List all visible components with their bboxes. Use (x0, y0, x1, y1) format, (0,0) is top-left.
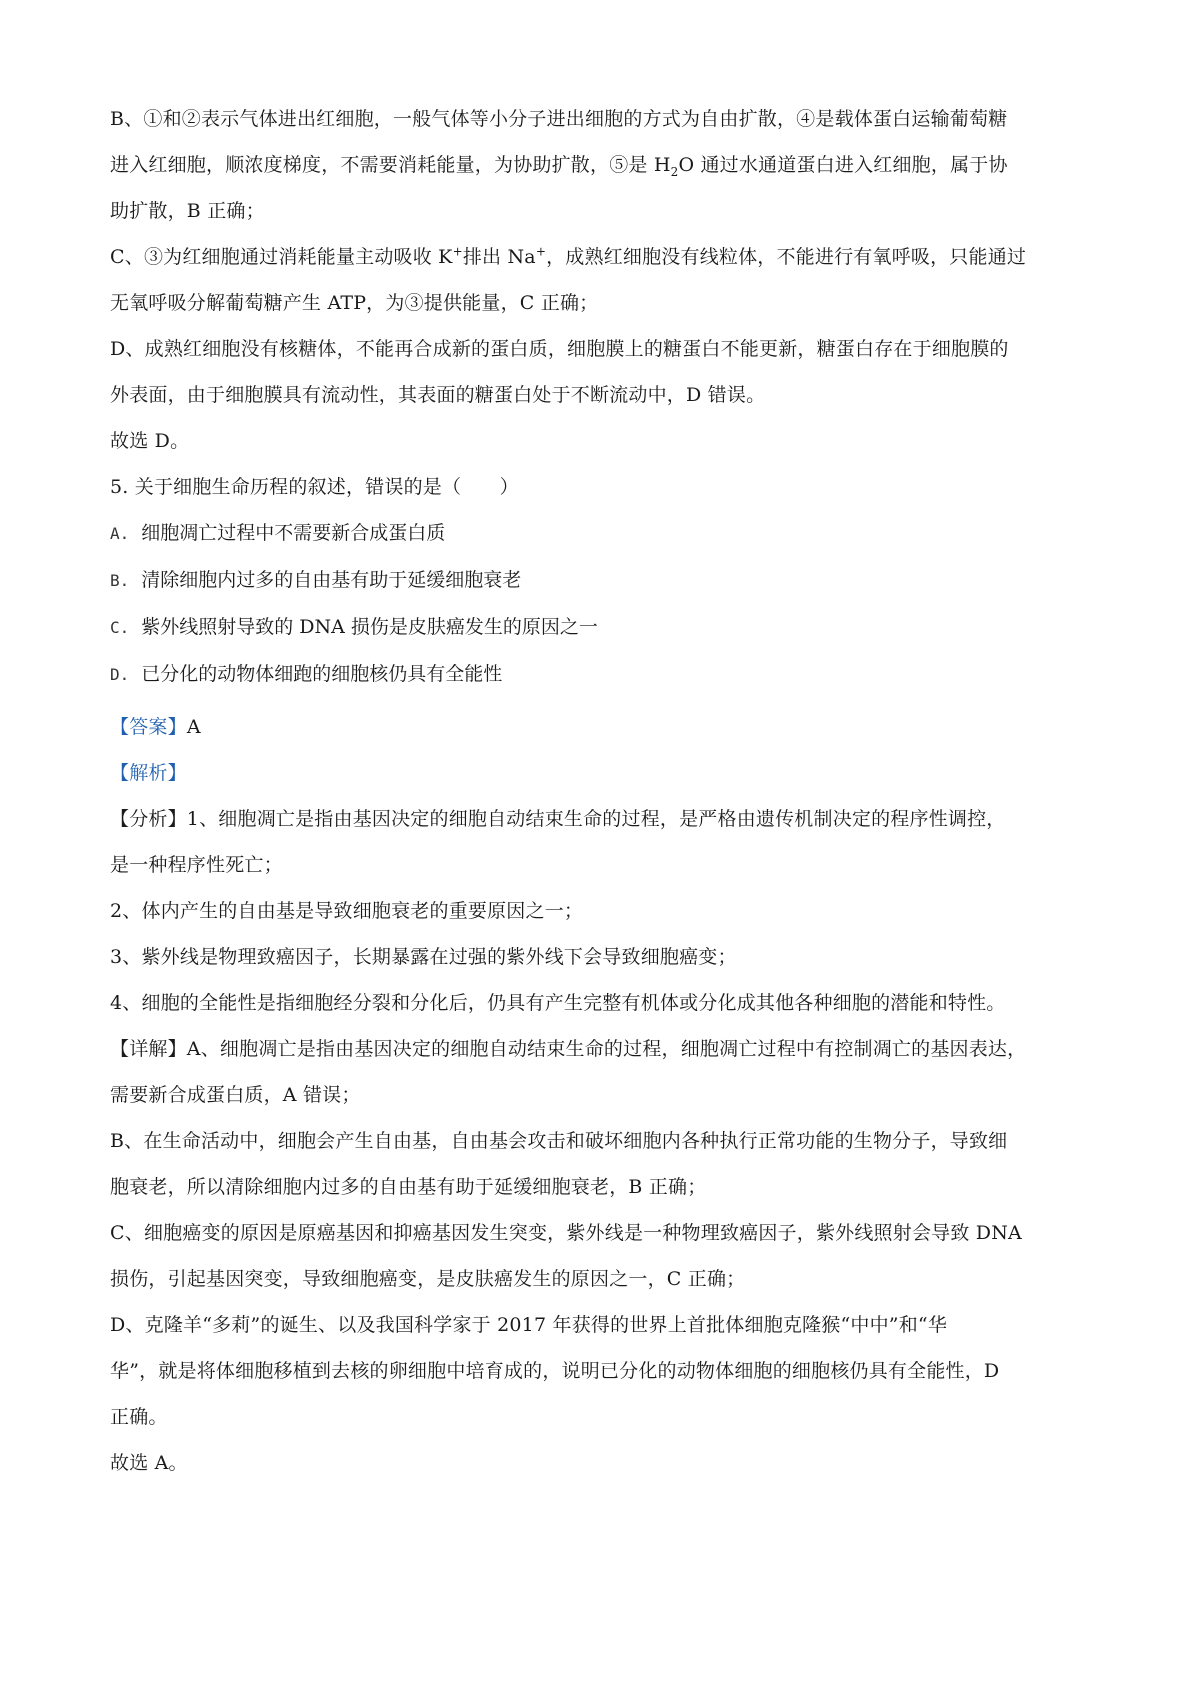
analysis-tag-line (110, 750, 1100, 796)
text-span: O 通过水通道蛋白进入红细胞，属于协 (678, 154, 1008, 176)
detail-d-line-2: 华”，就是将体细胞移植到去核的卵细胞中培育成的，说明已分化的动物体细胞的细胞核仍具有全能性，D (110, 1360, 1000, 1382)
detail-b-line-2: 胞衰老，所以清除细胞内过多的自由基有助于延缓细胞衰老，B 正确； (110, 1176, 707, 1198)
detail-d-line-1: D、克隆羊“多莉”的诞生、以及我国科学家于 2017 年获得的世界上首批体细胞克隆猴“中中”和“华 (110, 1314, 948, 1336)
superscript: + (535, 244, 547, 259)
detail-a-line-1: 【详解】A、细胞凋亡是指由基因决定的细胞自动结束生命的过程，细胞凋亡过程中有控制凋亡的基因表达， (110, 1038, 1027, 1060)
explanation-b-line-1: B、①和②表示气体进出红细胞，一般气体等小分子进出细胞的方式为自由扩散，④是载体蛋白运输葡萄糖 (110, 108, 1008, 130)
option-a (110, 510, 1100, 557)
option-text: 细胞凋亡过程中不需要新合成蛋白质 (141, 522, 446, 544)
option-text: 已分化的动物体细跑的细胞核仍具有全能性 (141, 663, 503, 685)
detail-c-line-2: 损伤，引起基因突变，导致细胞癌变，是皮肤癌发生的原因之一，C 正确； (110, 1268, 746, 1290)
text-span: 进入红细胞，顺浓度梯度，不需要消耗能量，为协助扩散，⑤是 H (110, 154, 671, 176)
option-label: B. (110, 571, 130, 590)
explanation-c-line-2: 无氧呼吸分解葡萄糖产生 ATP，为③提供能量，C 正确； (110, 292, 599, 314)
option-text: 清除细胞内过多的自由基有助于延缓细胞衰老 (141, 569, 522, 591)
detail-a-line-2: 需要新合成蛋白质，A 错误； (110, 1084, 361, 1106)
option-text: 紫外线照射导致的 DNA 损伤是皮肤癌发生的原因之一 (141, 616, 598, 638)
option-label: D. (110, 665, 130, 684)
explanation-c-line-1 (110, 234, 1100, 280)
explanation-d-line-2: 外表面，由于细胞膜具有流动性，其表面的糖蛋白处于不断流动中，D 错误。 (110, 384, 766, 406)
explanation-b-line-3: 助扩散，B 正确； (110, 200, 265, 222)
explanation-b-line-2 (110, 142, 1100, 188)
analysis-tag: 【解析】 (110, 762, 187, 784)
text-span: ，成熟红细胞没有线粒体，不能进行有氧呼吸，只能通过 (546, 246, 1027, 268)
answer-line (110, 704, 1100, 750)
detail-d-line-3: 正确。 (110, 1406, 168, 1428)
answer-value: A (186, 716, 201, 738)
question-stem: 5. 关于细胞生命历程的叙述，错误的是（ ） (110, 476, 519, 498)
conclusion-prev: 故选 D。 (110, 430, 190, 452)
subscript: 2 (670, 164, 679, 179)
option-b (110, 557, 1100, 604)
explanation-d-line-1: D、成熟红细胞没有核糖体，不能再合成新的蛋白质，细胞膜上的糖蛋白不能更新，糖蛋白存在于细胞膜的 (110, 338, 1009, 360)
analysis-fenxi-1a: 【分析】1、细胞凋亡是指由基因决定的细胞自动结束生命的过程，是严格由遗传机制决定的程序性调控， (110, 808, 1006, 830)
detail-c-line-1: C、细胞癌变的原因是原癌基因和抑癌基因发生突变，紫外线是一种物理致癌因子，紫外线照射会导致 DNA (110, 1222, 1022, 1244)
analysis-fenxi-1b: 是一种程序性死亡； (110, 854, 283, 876)
conclusion: 故选 A。 (110, 1452, 188, 1474)
answer-tag: 【答案】 (110, 716, 187, 738)
analysis-fenxi-2: 2、体内产生的自由基是导致细胞衰老的重要原因之一； (110, 900, 584, 922)
option-label: C. (110, 618, 130, 637)
option-d (110, 651, 1100, 698)
document-content (110, 96, 1100, 1486)
analysis-fenxi-3: 3、紫外线是物理致癌因子，长期暴露在过强的紫外线下会导致细胞癌变； (110, 946, 737, 968)
text-span: 排出 Na (462, 246, 536, 268)
option-c (110, 604, 1100, 651)
superscript: + (452, 244, 463, 259)
detail-b-line-1: B、在生命活动中，细胞会产生自由基，自由基会攻击和破坏细胞内各种执行正常功能的生物分子，导致细 (110, 1130, 1008, 1152)
analysis-fenxi-4: 4、细胞的全能性是指细胞经分裂和分化后，仍具有产生完整有机体或分化成其他各种细胞的潜能和特性。 (110, 992, 1006, 1014)
option-label: A. (110, 524, 130, 543)
text-span: C、③为红细胞通过消耗能量主动吸收 K (110, 246, 453, 268)
